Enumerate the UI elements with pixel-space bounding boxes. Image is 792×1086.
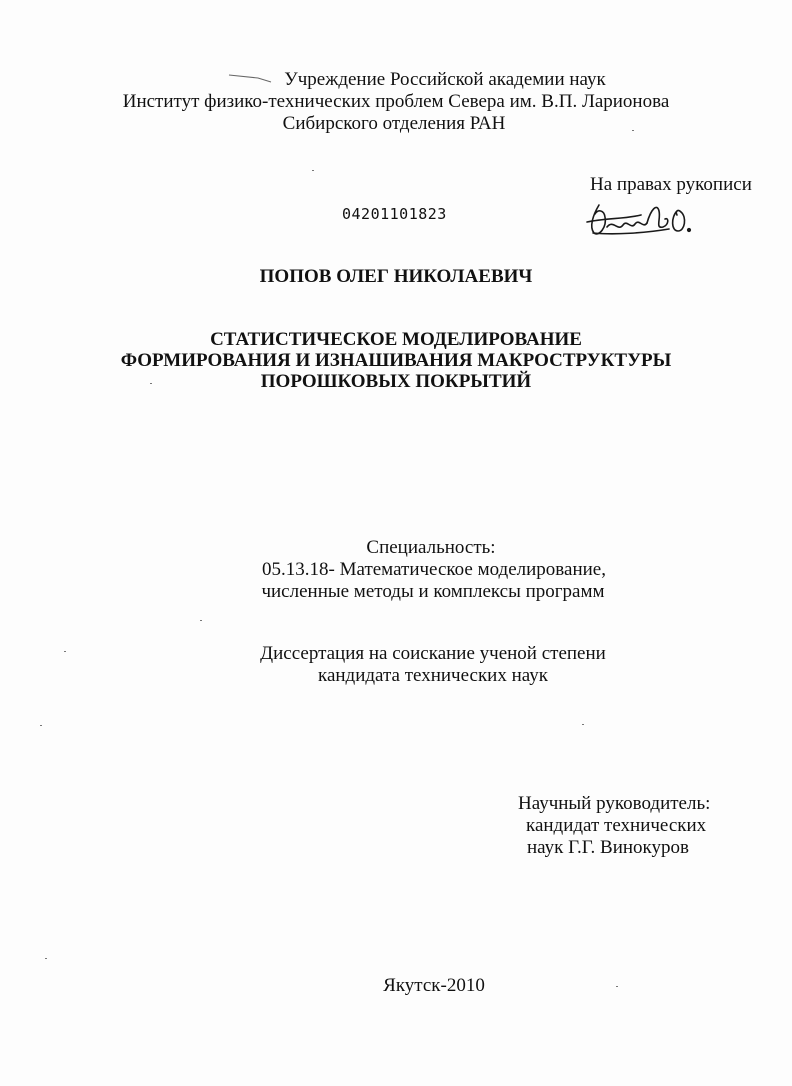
supervisor-label: Научный руководитель: xyxy=(518,793,711,814)
degree-line-2: кандидата технических наук xyxy=(318,665,548,686)
supervisor-line-2: наук Г.Г. Винокуров xyxy=(527,837,689,858)
thesis-title-line-3: ПОРОШКОВЫХ ПОКРЫТИЙ xyxy=(260,371,532,392)
specialty-label: Специальность: xyxy=(366,537,496,558)
archive-number: 04201101823 xyxy=(342,205,447,223)
author-name: ПОПОВ ОЛЕГ НИКОЛАЕВИЧ xyxy=(259,266,533,287)
institution-line-3: Сибирского отделения РАН xyxy=(282,113,506,134)
thesis-title-line-2: ФОРМИРОВАНИЯ И ИЗНАШИВАНИЯ МАКРОСТРУКТУРЫ xyxy=(120,350,672,371)
degree-line-1: Диссертация на соискание ученой степени xyxy=(260,643,606,664)
rights-note: На правах рукописи xyxy=(590,174,752,195)
specialty-line-1: 05.13.18- Математическое моделирование, xyxy=(262,559,606,580)
specialty-line-2: численные методы и комплексы программ xyxy=(261,581,605,602)
institution-line-2: Институт физико-технических проблем Севера им. В.П. Ларионова xyxy=(122,91,670,112)
institution-line-1: Учреждение Российской академии наук xyxy=(284,69,606,90)
signature xyxy=(585,197,710,242)
thesis-title-line-1: СТАТИСТИЧЕСКОЕ МОДЕЛИРОВАНИЕ xyxy=(210,329,582,350)
place-year: Якутск-2010 xyxy=(383,975,485,996)
supervisor-line-1: кандидат технических xyxy=(526,815,707,836)
